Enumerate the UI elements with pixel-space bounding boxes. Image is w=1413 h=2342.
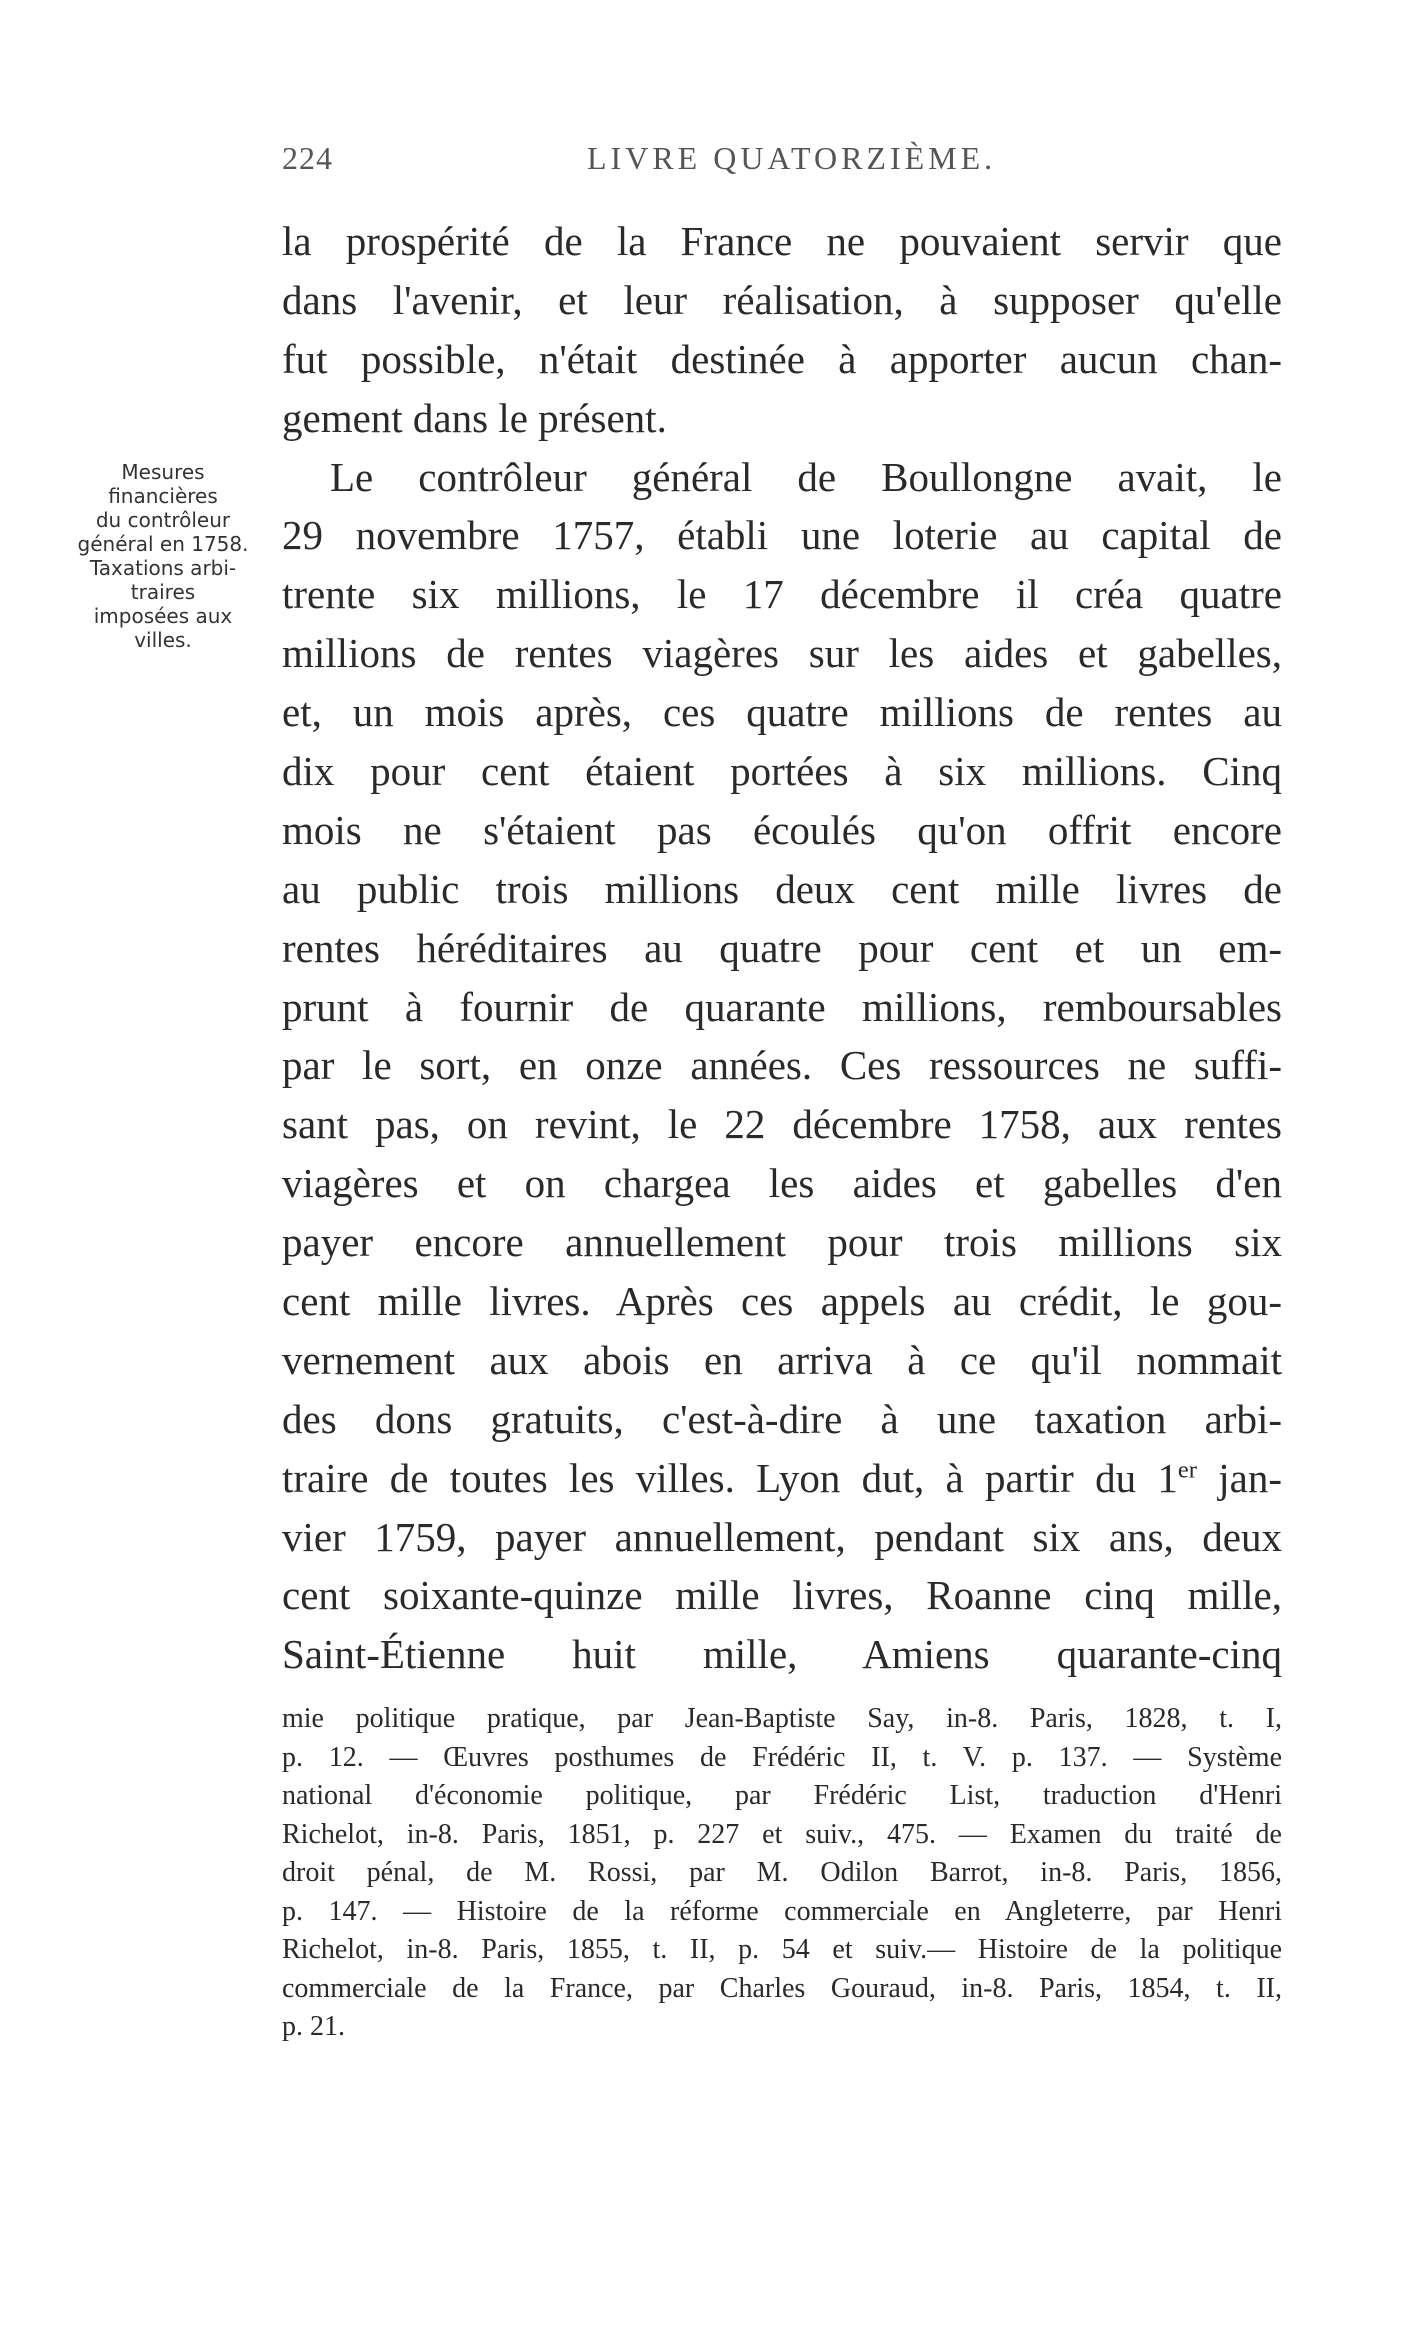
- body-line: Saint-Étienne huit mille, Amiens quarante-cinq: [282, 1631, 1282, 1678]
- footnote-line: Richelot, in-8. Paris, 1855, t. II, p. 54 et suiv.— Histoire de la politique: [282, 1934, 1282, 1965]
- footnote-line: p. 12. — Œuvres posthumes de Frédéric II, t. V. p. 137. — Système: [282, 1741, 1282, 1773]
- body-line: la prospérité de la France ne pouvaient servir que: [282, 218, 1282, 264]
- footnote-line: commerciale de la France, par Charles Gouraud, in-8. Paris, 1854, t. II,: [282, 1972, 1282, 2004]
- margin-note-line: financières: [108, 484, 218, 508]
- margin-note-line: Taxations arbi-: [89, 556, 237, 580]
- margin-note-line: villes.: [134, 628, 192, 652]
- body-line: rentes héréditaires au quatre pour cent et un em-: [282, 924, 1282, 971]
- body-line-tail: jan-: [1196, 1454, 1282, 1501]
- body-line-with-superscript: [282, 1449, 1282, 1508]
- body-text: [282, 212, 1282, 1684]
- body-line: par le sort, en onze années. Ces ressources ne suffi-: [282, 1042, 1282, 1089]
- page-header: [282, 140, 1262, 184]
- footnote-line: Richelot, in-8. Paris, 1851, p. 227 et suiv., 475. — Examen du traité de: [282, 1818, 1282, 1850]
- footnote-line: p. 21.: [282, 2011, 345, 2042]
- footnote-line: p. 147. — Histoire de la réforme commerciale en Angleterre, par Henri: [282, 1895, 1282, 1927]
- running-title: LIVRE QUATORZIÈME.: [587, 140, 997, 176]
- body-line: dix pour cent étaient portées à six millions. Cinq: [282, 748, 1282, 795]
- margin-note-line: Mesures: [121, 460, 205, 484]
- footnote-line: mie politique pratique, par Jean-Baptiste Say, in-8. Paris, 1828, t. I,: [282, 1703, 1282, 1734]
- body-line: des dons gratuits, c'est-à-dire à une taxation arbi-: [282, 1395, 1282, 1442]
- body-line: vernement aux abois en arriva à ce qu'il nommait: [282, 1336, 1282, 1383]
- margin-note-line: général en 1758.: [77, 532, 249, 556]
- body-line: au public trois millions deux cent mille livres de: [282, 865, 1282, 912]
- body-line: dans l'avenir, et leur réalisation, à supposer qu'elle: [282, 276, 1282, 323]
- paragraph-start-line: Le contrôleur général de Boullongne avait, le: [330, 453, 1282, 500]
- margin-note-line: du contrôleur: [95, 508, 231, 532]
- body-line: fut possible, n'était destinée à apporter aucun chan-: [282, 335, 1282, 382]
- body-line: mois ne s'étaient pas écoulés qu'on offrit encore: [282, 806, 1282, 853]
- body-line: trente six millions, le 17 décembre il créa quatre: [282, 571, 1282, 618]
- body-line: viagères et on chargea les aides et gabelles d'en: [282, 1160, 1282, 1207]
- body-line: vier 1759, payer annuellement, pendant six ans, deux: [282, 1513, 1282, 1560]
- footnote-line: droit pénal, de M. Rossi, par M. Odilon Barrot, in-8. Paris, 1856,: [282, 1857, 1282, 1888]
- body-line: cent soixante-quinze mille livres, Roanne cinq mille,: [282, 1572, 1282, 1619]
- body-line: prunt à fournir de quarante millions, remboursables: [282, 983, 1282, 1030]
- margin-note-line: traires: [130, 580, 196, 604]
- body-line: 29 novembre 1757, établi une loterie au capital de: [282, 512, 1282, 559]
- body-line: payer encore annuellement pour trois millions six: [282, 1219, 1282, 1266]
- page-number: 224: [282, 140, 333, 176]
- body-line: sant pas, on revint, le 22 décembre 1758, aux rentes: [282, 1101, 1282, 1148]
- footnote-line: national d'économie politique, par Frédéric List, traduction d'Henri: [282, 1780, 1282, 1811]
- body-line: et, un mois après, ces quatre millions de rentes au: [282, 689, 1282, 736]
- footnotes: [282, 1700, 1282, 2047]
- ordinal-superscript: er: [1177, 1456, 1197, 1484]
- margin-note: [58, 460, 268, 652]
- body-line: gement dans le présent.: [282, 394, 667, 441]
- margin-note-line: imposées aux: [93, 604, 233, 628]
- body-line-text: traire de toutes les villes. Lyon dut, à partir du 1: [282, 1454, 1178, 1501]
- body-line: cent mille livres. Après ces appels au crédit, le gou-: [282, 1278, 1282, 1325]
- body-line: millions de rentes viagères sur les aides et gabelles,: [282, 630, 1282, 677]
